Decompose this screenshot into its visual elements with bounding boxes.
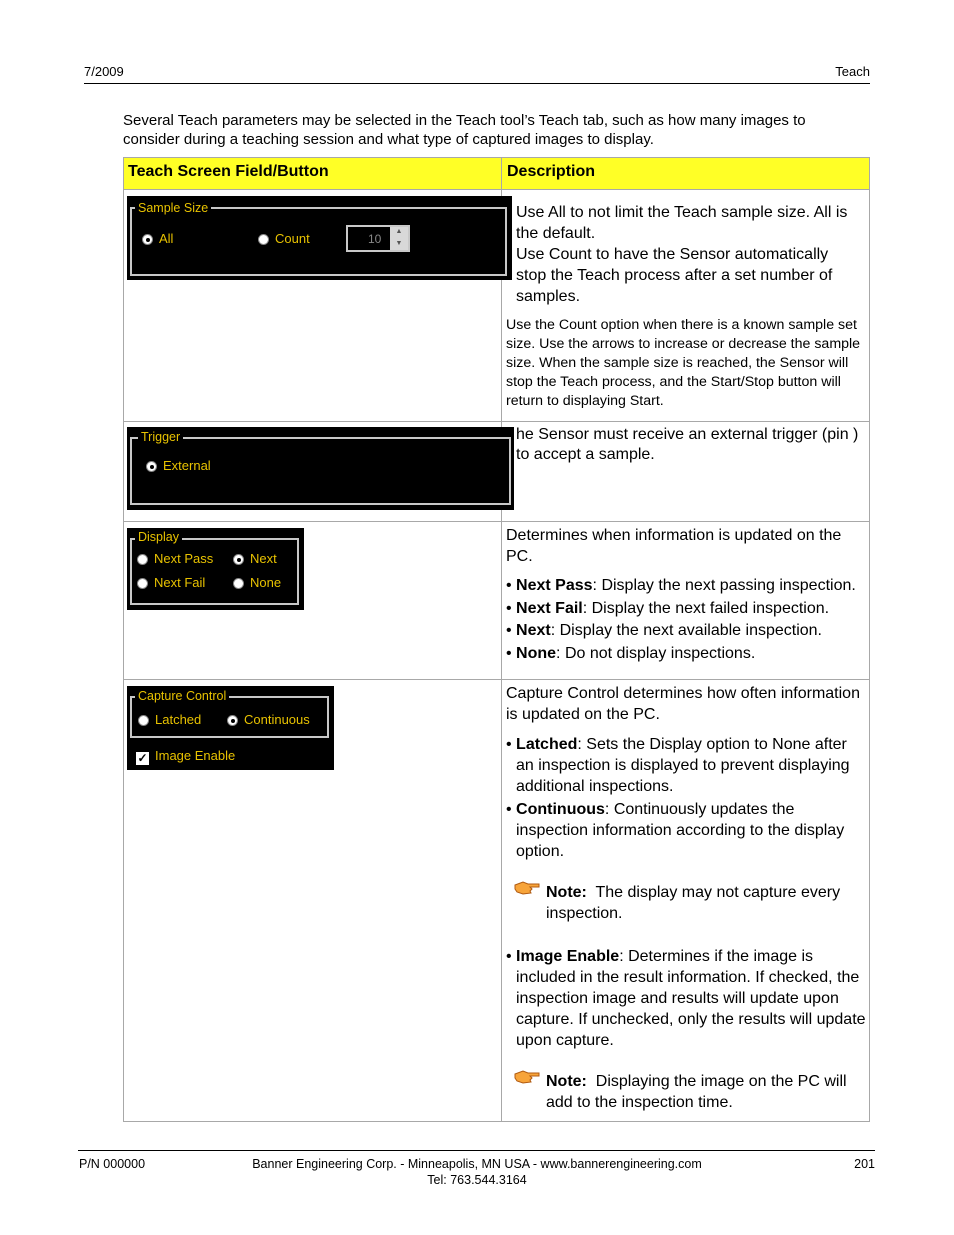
list-item: • Next Fail: Display the next failed inspection. (506, 599, 830, 617)
footer-telephone: Tel: 763.544.3164 (427, 1173, 527, 1187)
display-legend: Display (135, 530, 182, 544)
sample-size-all-option[interactable]: All (142, 231, 173, 247)
table-row-divider (123, 521, 870, 522)
sample-size-count-option[interactable]: Count (258, 231, 310, 247)
display-none-option[interactable]: None (233, 575, 281, 591)
radio-selected-icon (146, 461, 157, 472)
table-row-divider (123, 679, 870, 680)
radio-unselected-icon (137, 578, 148, 589)
display-next-pass-option[interactable]: Next Pass (137, 551, 213, 567)
image-enable-list (506, 946, 868, 1051)
radio-unselected-icon (258, 234, 269, 245)
list-item: • Latched: Sets the Display option to None after an inspection is displayed to prevent displaying additional inspections. (506, 736, 850, 795)
radio-selected-icon (142, 234, 153, 245)
table-header-description: Description (507, 163, 596, 180)
header-rule (84, 83, 870, 84)
capture-options-list (506, 734, 868, 862)
trigger-screenshot (127, 427, 514, 510)
note-capture: Note: The display may not capture every inspection. (506, 882, 868, 924)
trigger-description: he Sensor must receive an external trigger (pin ) to accept a sample. (516, 426, 859, 463)
stepper-arrows[interactable] (390, 227, 408, 250)
list-item: • None: Do not display inspections. (506, 644, 756, 662)
capture-control-screenshot (127, 686, 334, 770)
radio-unselected-icon (137, 554, 148, 565)
footer-rule (78, 1150, 875, 1151)
sample-count-stepper[interactable]: 10 ▲ ▼ (346, 225, 410, 252)
table-header-field: Teach Screen Field/Button (128, 163, 329, 180)
table-row-divider (123, 421, 870, 422)
radio-selected-icon (227, 715, 238, 726)
list-item: • Next Pass: Display the next passing inspection. (506, 577, 856, 594)
footer-part-number: P/N 000000 (79, 1157, 146, 1171)
list-item: • Next: Display the next available inspection. (506, 622, 822, 639)
table-row-divider (123, 189, 870, 190)
stepper-down-icon[interactable]: ▼ (395, 239, 403, 247)
footer-company: Banner Engineering Corp. - Minneapolis, MN USA - www.bannerengineering.com (252, 1157, 702, 1171)
table-border-left (123, 157, 124, 1122)
image-enable-checkbox[interactable]: ✓ Image Enable (137, 748, 236, 765)
radio-unselected-icon (233, 578, 244, 589)
radio-selected-icon (233, 554, 244, 565)
capture-latched-option[interactable]: Latched (138, 712, 201, 728)
display-next-fail-option[interactable]: Next Fail (137, 575, 205, 591)
footer-page-number: 201 (854, 1157, 875, 1171)
table-border-bottom (123, 1121, 870, 1122)
list-item: • Continuous: Continuously updates the inspection information according to the display option. (506, 800, 845, 860)
table-column-divider (501, 157, 502, 1122)
checkmark-icon: ✓ (137, 751, 148, 765)
table-border-top (123, 157, 870, 158)
stepper-up-icon[interactable]: ▲ (395, 228, 403, 235)
capture-continuous-option[interactable]: Continuous (227, 712, 310, 728)
sample-size-description: Use All to not limit the Teach sample size. All is the default. Use Count to have the Sensor automatically stop the Teach process after a set number of samples. (516, 204, 848, 305)
display-next-option[interactable]: Next (233, 551, 277, 567)
trigger-external-option[interactable]: External (146, 458, 211, 474)
radio-unselected-icon (138, 715, 149, 726)
intro-paragraph: Several Teach parameters may be selected in the Teach tool’s Teach tab, such as how many images to consider during a teaching session and what type of captured images to display. (123, 112, 806, 148)
note-image-enable: Note: Displaying the image on the PC will add to the inspection time. (506, 1071, 868, 1113)
capture-control-legend: Capture Control (135, 689, 229, 703)
display-screenshot (127, 528, 304, 610)
sample-size-group (130, 207, 507, 276)
header-date: 7/2009 (84, 64, 124, 79)
pointing-hand-icon (514, 1067, 540, 1085)
sample-size-legend: Sample Size (135, 201, 211, 215)
sample-size-detail: Use the Count option when there is a known sample set size. Use the arrows to increase or decrease the sample size. When the sample size is reached, the Sensor will stop the Teach process, and the Start/Stop button will return to displaying Start. (506, 317, 861, 409)
display-description: Determines when information is updated on the PC. • Next Pass: Display the next passing inspection. • Next Fail: Display the next failed inspection. • Next: Display the next available inspection. • None: Do not display inspections. (506, 525, 868, 665)
trigger-legend: Trigger (138, 430, 183, 444)
sample-size-screenshot (127, 196, 512, 280)
list-item: • Image Enable: Determines if the image is included in the result information. If checked, the inspection image and results will update upon capture. If unchecked, only the results will update upon capture. (506, 947, 866, 1049)
pointing-hand-icon (514, 878, 540, 896)
capture-control-description: Capture Control determines how often information is updated on the PC. • Latched: Sets the Display option to None after an inspection is displayed to prevent displaying additional inspections. • Continuous: Continuously updates the inspection information according to the display option. Note: The display may not capture every inspection. • Image Enable: Determines if the image is included in the result information. If checked, the inspection image and results will update upon capture. If unchecked, only the results will update upon capture. Note: Displaying the image on the PC will add to the inspection time. (506, 683, 868, 1113)
display-group (130, 538, 299, 605)
table-border-right (869, 157, 870, 1122)
display-options-list (506, 575, 868, 664)
header-section: Teach (835, 64, 870, 79)
